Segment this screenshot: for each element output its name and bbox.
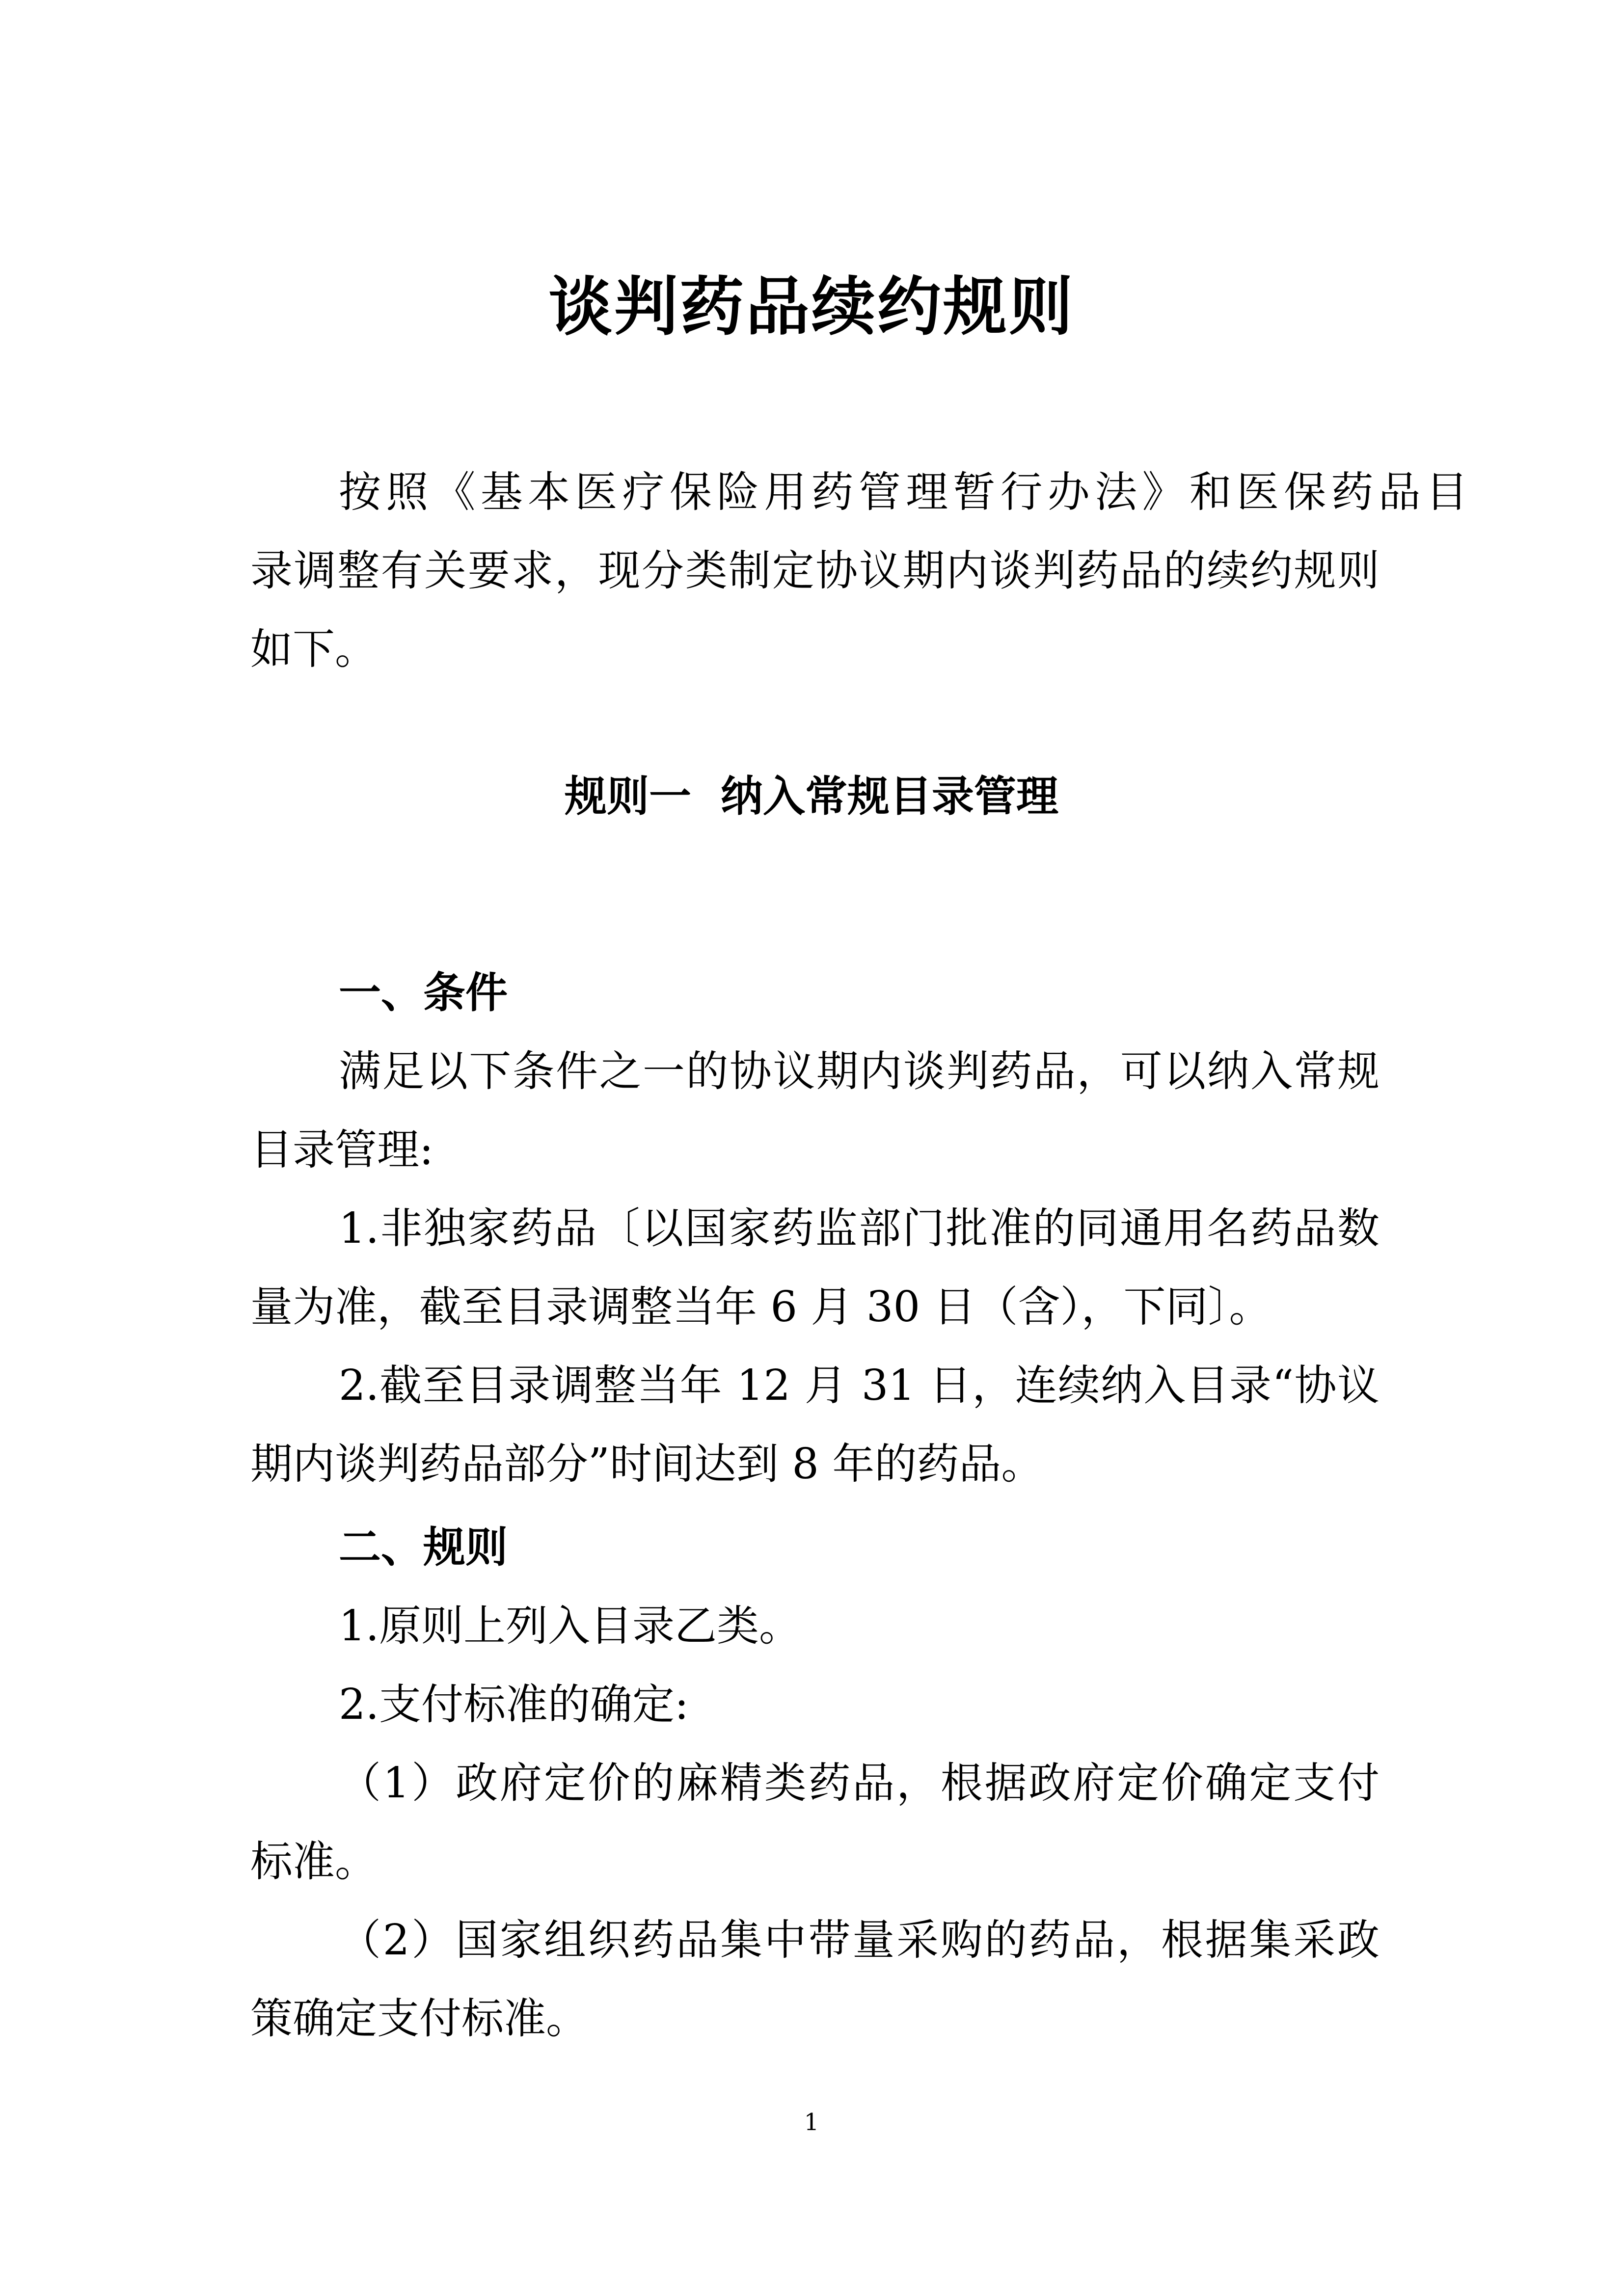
intro-line-2: 录调整有关要求，现分类制定协议期内谈判药品的续约规则 — [250, 546, 1380, 595]
section-1-para-line-1: 满足以下条件之一的协议期内谈判药品，可以纳入常规 — [339, 1047, 1380, 1096]
rule-item-1: 1.原则上列入目录乙类。 — [339, 1602, 802, 1651]
rule-sub-2-line-2: 策确定支付标准。 — [250, 1994, 588, 2043]
section-2-heading: 二、规则 — [339, 1523, 508, 1572]
rule-heading-text: 纳入常规目录管理 — [721, 772, 1058, 821]
rule-sub-2-line-1: （2）国家组织药品集中带量采购的药品，根据集采政 — [339, 1916, 1380, 1965]
rule-item-2: 2.支付标准的确定: — [339, 1680, 689, 1729]
condition-2-line-1: 2.截至目录调整当年 12 月 31 日，连续纳入目录“协议 — [339, 1361, 1380, 1410]
condition-1-line-1: 1.非独家药品〔以国家药监部门批准的同通用名药品数 — [339, 1204, 1380, 1253]
intro-line-1: 按照《基本医疗保险用药管理暂行办法》和医保药品目 — [339, 468, 1468, 517]
rule-sub-1-line-1: （1）政府定价的麻精类药品，根据政府定价确定支付 — [339, 1759, 1380, 1808]
section-1-para-line-2: 目录管理: — [250, 1125, 433, 1175]
condition-2-line-2: 期内谈判药品部分”时间达到 8 年的药品。 — [250, 1440, 1044, 1489]
intro-line-3: 如下。 — [250, 625, 377, 674]
rule-heading-label: 规则一 — [565, 772, 691, 821]
page-number: 1 — [804, 2109, 819, 2136]
rule-heading — [0, 772, 1623, 821]
rule-sub-1-line-2: 标准。 — [250, 1837, 377, 1886]
section-1-heading: 一、条件 — [339, 968, 508, 1017]
document-title: 谈判药品续约规则 — [548, 269, 1075, 344]
condition-1-line-2: 量为准，截至目录调整当年 6 月 30 日（含），下同〕。 — [250, 1282, 1271, 1332]
